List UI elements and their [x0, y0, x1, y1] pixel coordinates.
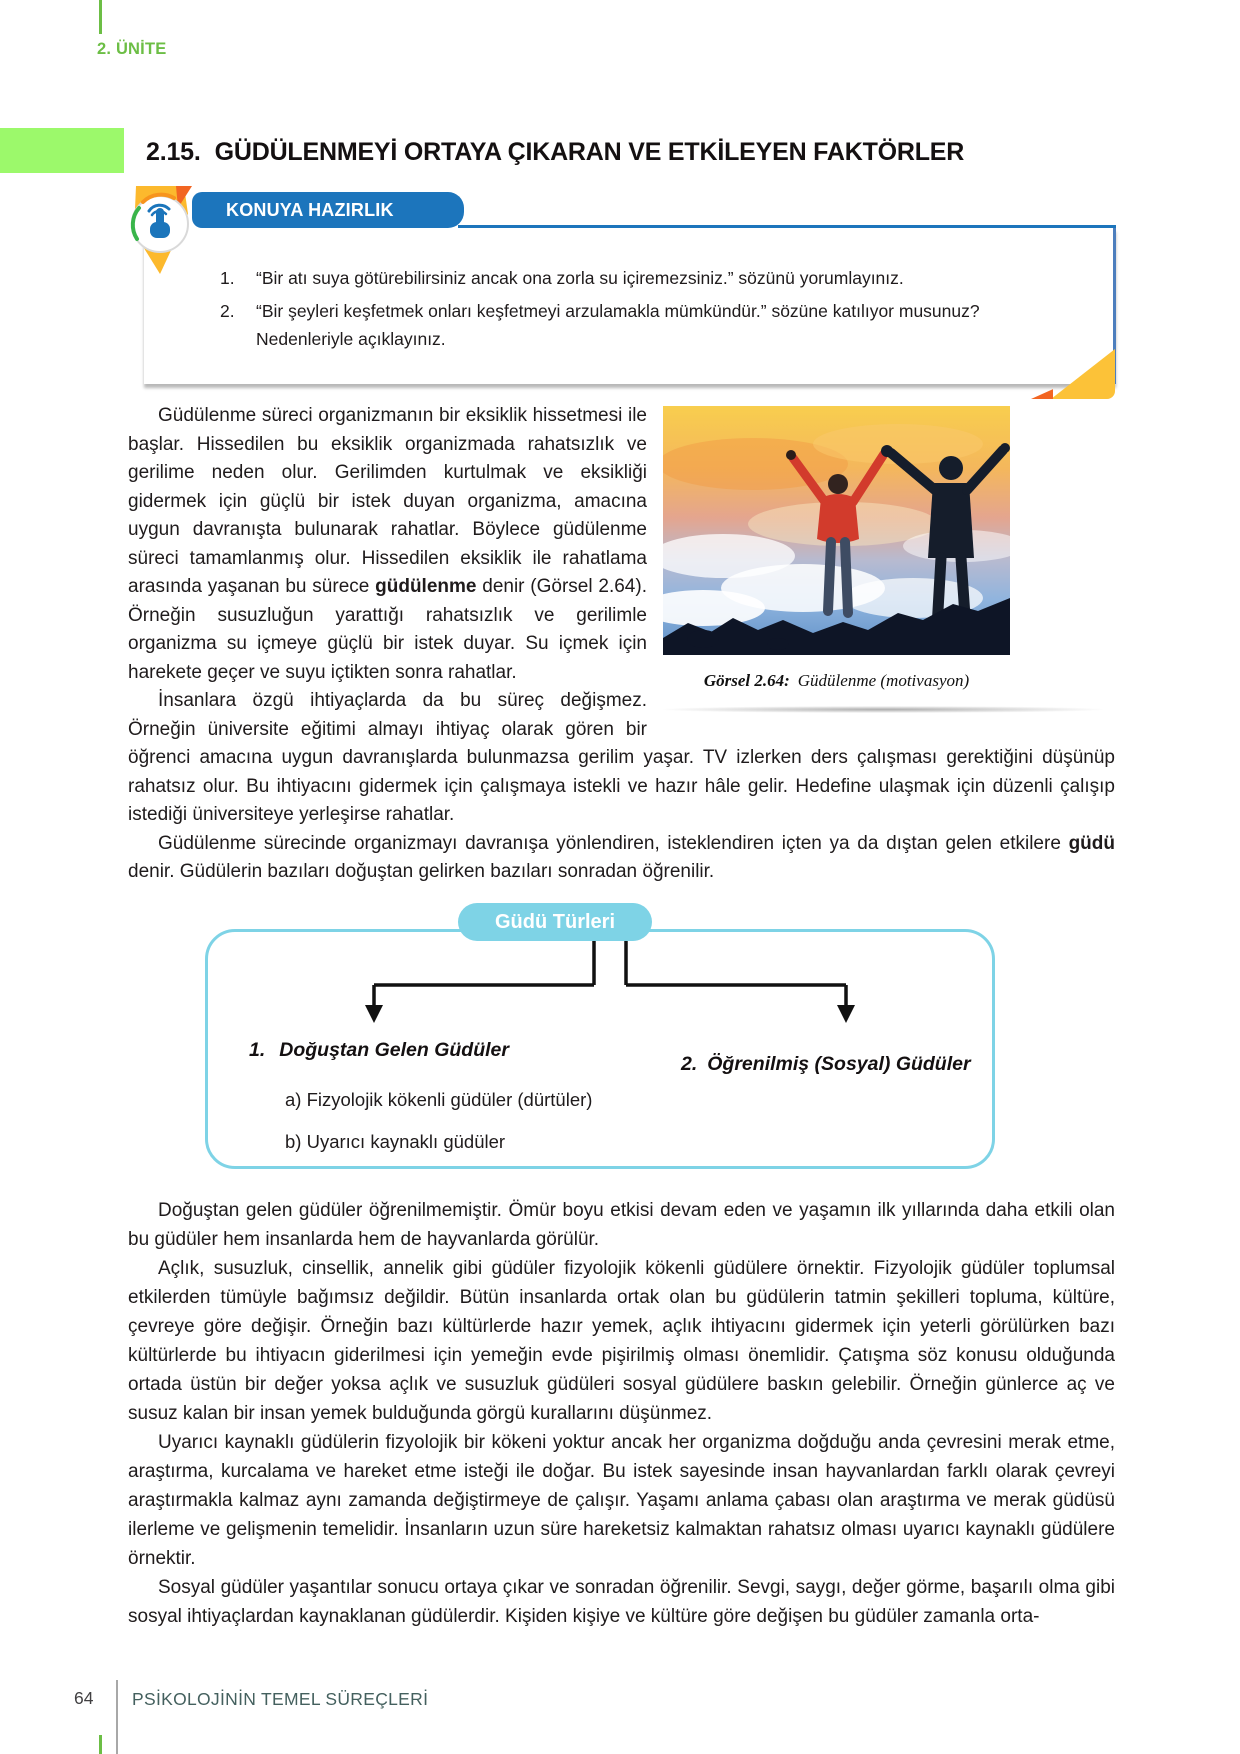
motive-types-diagram: [205, 903, 995, 1169]
footer-separator: [116, 1680, 118, 1754]
list-item: [220, 264, 1067, 292]
unit-label: 2. ÜNİTE: [97, 40, 167, 58]
bottom-green-rule: [99, 1735, 102, 1754]
page-number: 64: [74, 1688, 94, 1708]
diagram-item-label: Doğuştan Gelen Güdüler: [279, 1039, 509, 1061]
footer-book-title: PSİKOLOJİNİN TEMEL SÜREÇLERİ: [132, 1689, 429, 1709]
article-upper: [128, 402, 1115, 887]
bold-term: güdülenme: [375, 576, 477, 597]
preparation-box: [128, 182, 1118, 392]
list-item: [220, 297, 1067, 353]
folded-corner-icon: [1051, 349, 1115, 399]
figure-shadow: [663, 706, 1103, 713]
paragraph: Açlık, susuzluk, cinsellik, annelik gibi güdüler fizyolojik kökenli güdülere örnektir. Fizyolojik güdüler toplumsal etkilerden tümüyle bağımsız değildir. Bütün insanlarda ortak olan bu güdülerin tatmin şekilleri topluma, kültüre, çevreye göre değişir. Örneğin bazı kültürlerde hazır yemek, açlık ihtiyacını gidermek için yeterli görülürken bazı kültürlerde bu ihtiyacın giderilmesi için yemeğin evde pişirilmiş olması önemlidir. Çatışma söz konusu olduğunda ortada üstün bir değer yoksa açlık ve susuzluk güdüleri sosyal güdülere baskın gelebilir. Örneğin günlerce aç ve susuz kalan bir insan yemek bulduğunda görgü kurallarını düşünmez.: [128, 1258, 1115, 1424]
prep-question-list: [144, 228, 1113, 353]
section-title: [146, 138, 964, 167]
figure-caption-label: Görsel 2.64:: [703, 671, 790, 690]
diagram-item-label: Öğrenilmiş (Sosyal) Güdüler: [707, 1053, 971, 1075]
diagram-subitem-physiological: a) Fizyolojik kökenli güdüler (dürtüler): [285, 1089, 593, 1110]
paragraph-text: denir (Görsel 2.64). Örneğin susuzluğun yarattığı rahatsızlık ve gerilimle organizma su içmeye güçlü bir istek duyar. Su içmek için harekete geçer ve suyu içtikten sonra rahatlar.: [128, 576, 647, 683]
motivation-photo: [663, 406, 1010, 655]
diagram-title-pill: Güdü Türleri: [458, 903, 652, 941]
diagram-connectors: [205, 903, 995, 1169]
top-green-rule: [99, 0, 102, 34]
paragraph: Sosyal güdüler yaşantılar sonucu ortaya çıkar ve sonradan öğrenilir. Sevgi, saygı, değer görme, başarılı olma gibi sosyal ihtiyaçlardan kaynaklanan güdülerdir. Kişiden kişiye ve kültüre göre değişen bu güdüler zamanla orta-: [128, 1577, 1115, 1627]
paragraph-text: denir. Güdülerin bazıları doğuştan gelirken bazıları sonradan öğrenilir.: [128, 861, 715, 882]
arrow-down-icon: [837, 1005, 855, 1023]
paragraph: Doğuştan gelen güdüler öğrenilmemiştir. Ömür boyu etkisi devam eden ve yaşamın ilk yıllarında daha etkili olan bu güdüler hem insanlarda hem de hayvanlarda görülür.: [128, 1200, 1115, 1250]
folded-corner-accent-icon: [1031, 381, 1053, 399]
touch-hand-icon: [122, 182, 200, 278]
article-lower: [128, 1196, 1115, 1631]
section-title-number: 2.15.: [146, 138, 201, 166]
arrow-down-icon: [365, 1005, 383, 1023]
paragraph: Uyarıcı kaynaklı güdülerin fizyolojik bir kökeni yoktur ancak her organizma doğduğu anda çevresini merak etme, araştırma, kurcalama ve hareket etme isteği ile doğar. Bu istek sayesinde insan hayvanlardan farklı olarak çevreyi araştırmakla kalmaz aynı zamanda değiştirmeye de çalışır. Yaşamı anlama çabası olan araştırma ve merak güdüsü ilerleme ve gelişmenin temelidir. İnsanların uzun süre hareketsiz kalmaktan rahatsız olması uyarıcı kaynaklı güdülere örnektir.: [128, 1432, 1115, 1569]
section-title-text: GÜDÜLENMEYİ ORTAYA ÇIKARAN VE ETKİLEYEN FAKTÖRLER: [214, 138, 965, 166]
question-number: 2.: [220, 301, 235, 321]
diagram-item-number: 2.: [681, 1053, 698, 1075]
figure-caption: [663, 667, 1010, 696]
question-text: “Bir şeyleri keşfetmek onları keşfetmeyi arzulamakla mümkündür.” sözüne katılıyor musunuz? Nedenleriyle açıklayınız.: [256, 301, 980, 349]
figure-motivation: [663, 406, 1115, 713]
paragraph-text: Güdülenme süreci organizmanın bir eksiklik hissetmesi ile başlar. Hissedilen bu eksiklik organizmada rahatsızlık ve gerilime neden olur. Gerilimden kurtulmak ve eksikliği gidermek için güçlü bir istek duyan organizma, amacına uygun davranışta bulunarak rahatlar. Böylece güdülenme süreci tamamlanmış olur. Hissedilen eksiklik ile rahatlama arasında yaşanan bu sürece: [128, 405, 647, 597]
prep-title-tab: KONUYA HAZIRLIK: [192, 192, 464, 228]
bold-term: güdü: [1068, 832, 1115, 854]
figure-caption-text: Güdülenme (motivasyon): [797, 671, 970, 690]
question-number: 1.: [220, 268, 235, 288]
prep-body: [144, 228, 1116, 384]
diagram-item-number: 1.: [249, 1039, 266, 1061]
question-text: “Bir atı suya götürebilirsiniz ancak ona zorla su içiremezsiniz.” sözünü yorumlayınız.: [256, 268, 904, 288]
paragraph: İnsanlara özgü ihtiyaçlarda da bu süreç değişmez. Örneğin üniversite eğitimi almayı ihtiyaç olarak gören bir öğrenci amacına uygun davranışlarda bulunmazsa gerilim yaşar. TV izlerken ders çalışması gerektiğini düşünüp rahatsız olur. Bu ihtiyacını gidermek için çalışmaya istekli ve hazır hâle gelir. Hedefine ulaşmak için düzenli çalışıp istediği üniversiteye yerleşirse rahatlar.: [128, 690, 1115, 825]
paragraph-text: Güdülenme sürecinde organizmayı davranışa yönlendiren, isteklendiren içten ya da dıştan gelen etkilere: [158, 832, 1069, 854]
diagram-subitem-stimulus: b) Uyarıcı kaynaklı güdüler: [285, 1131, 506, 1152]
title-green-block: [0, 128, 124, 173]
paragraph: [128, 830, 1115, 887]
